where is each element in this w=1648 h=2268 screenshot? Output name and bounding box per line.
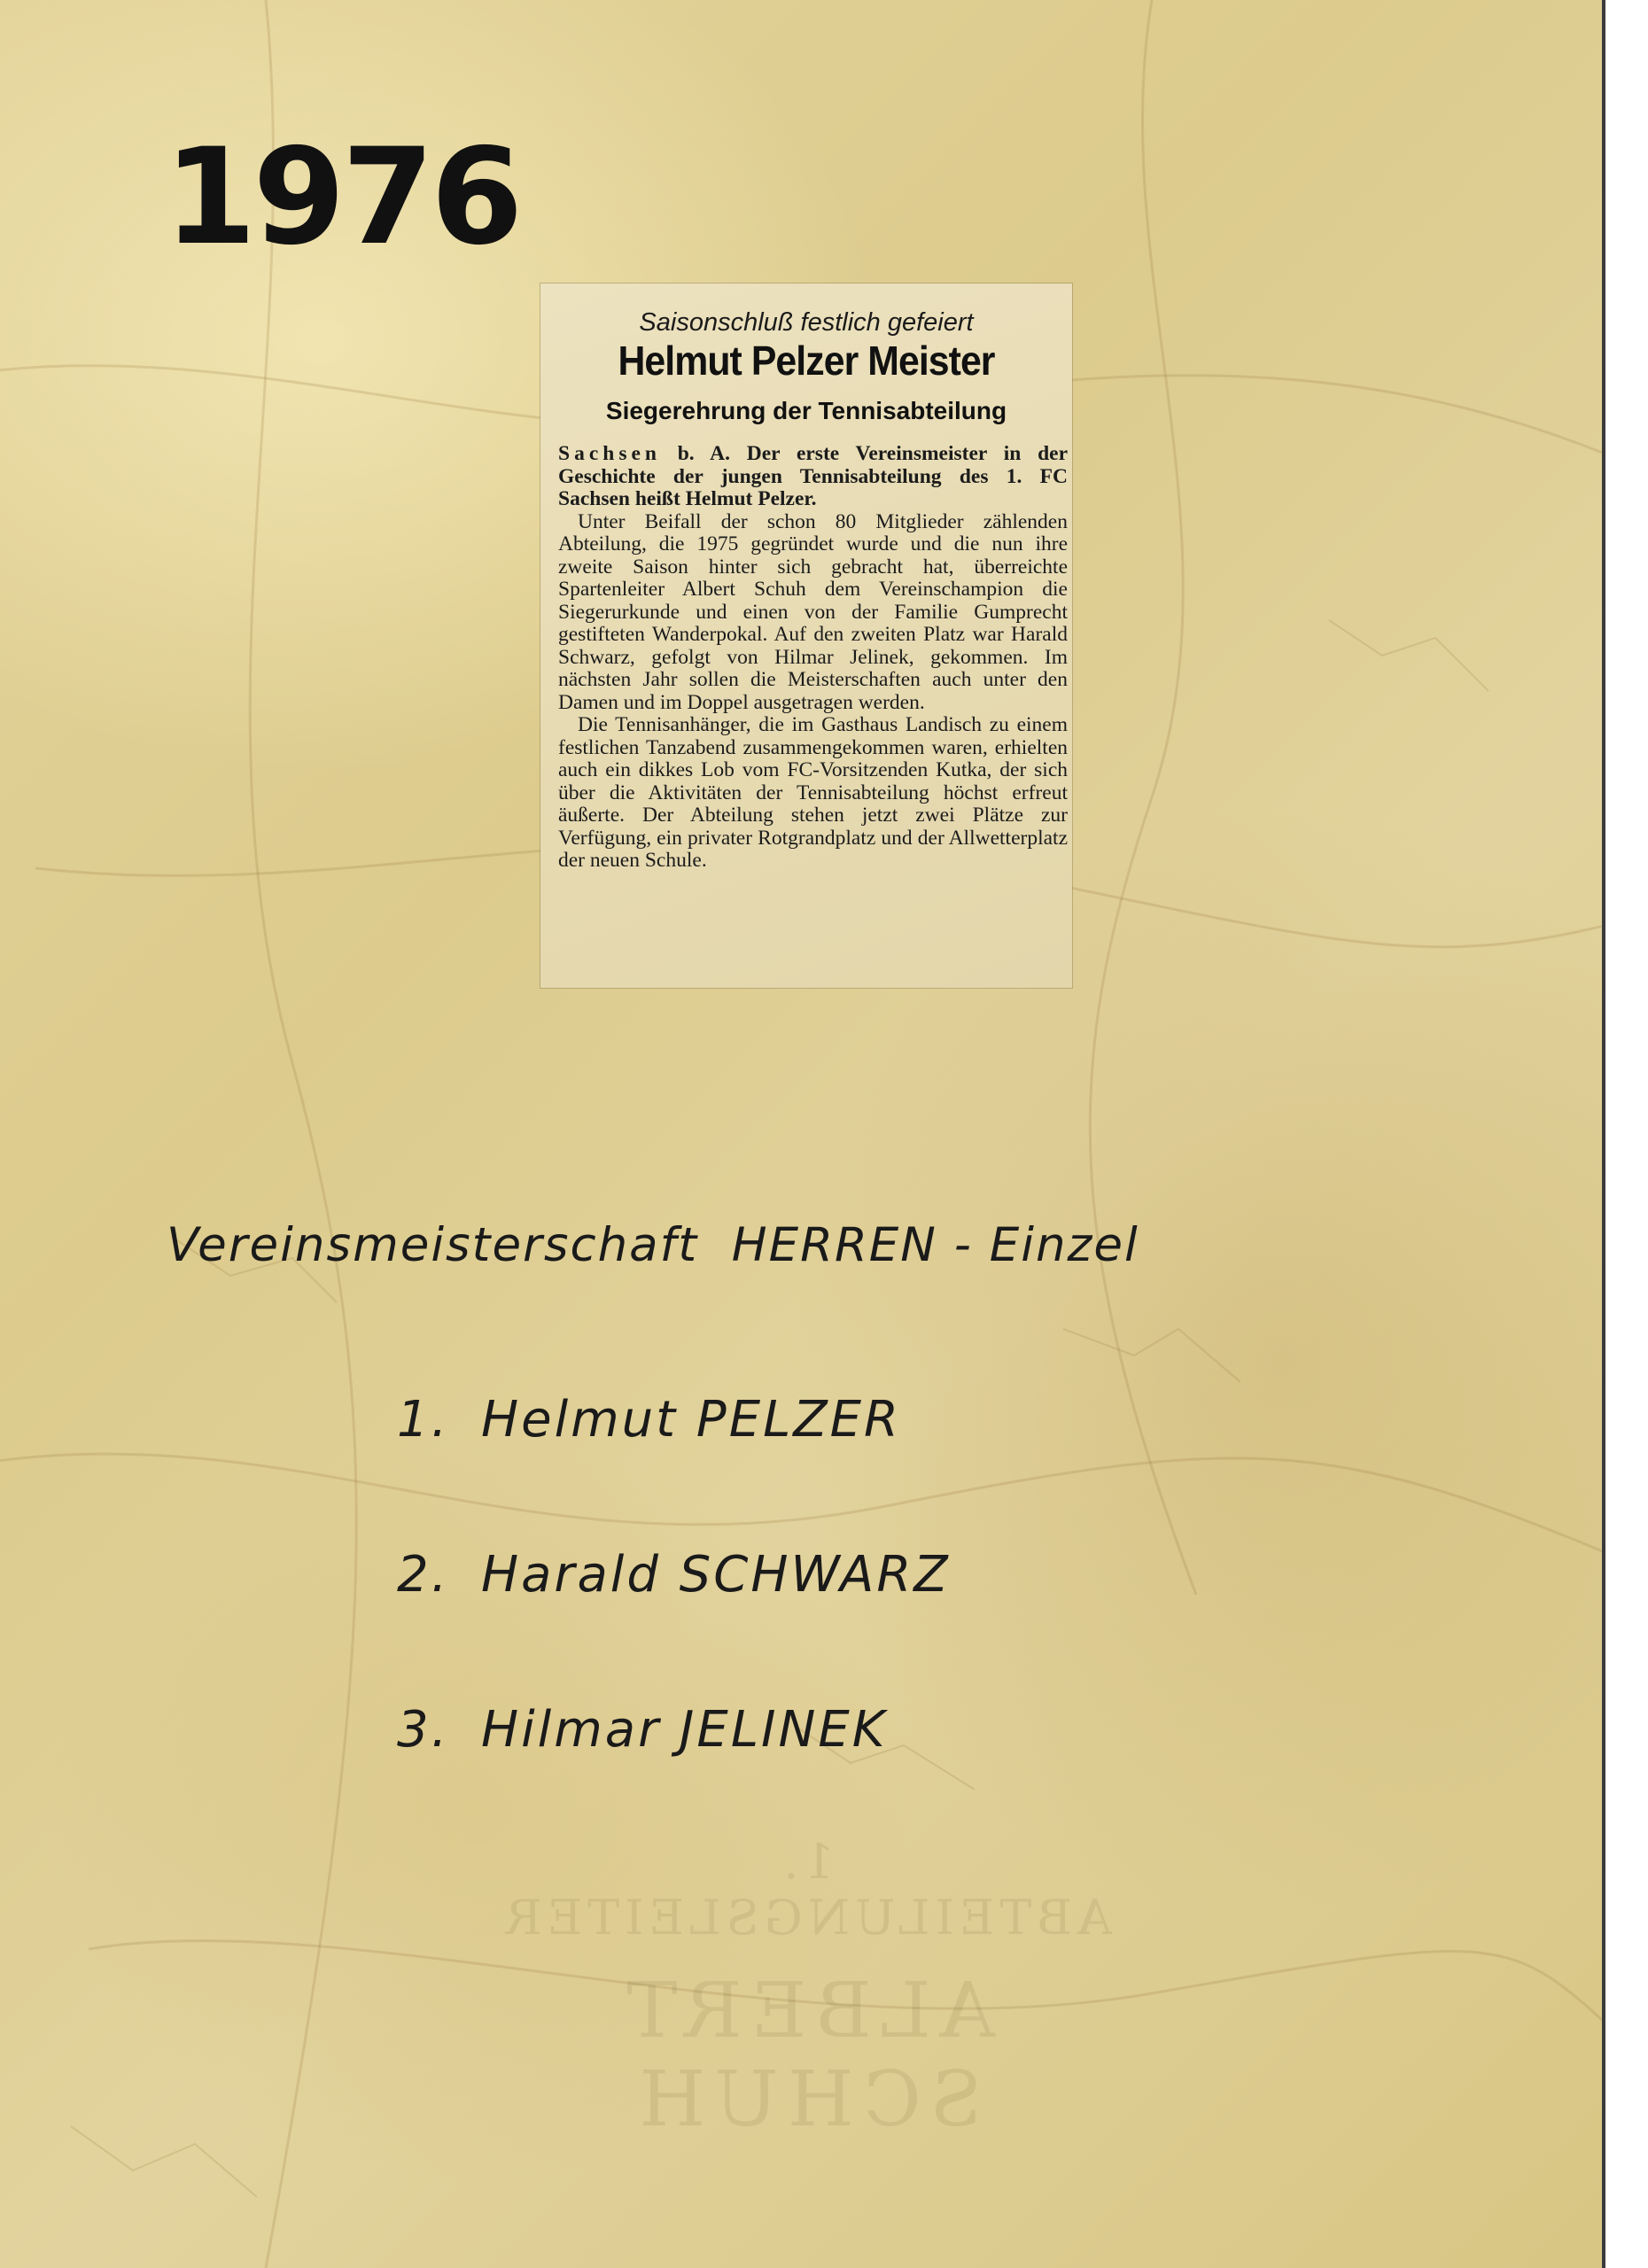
- show-through-text: ALBERT SCHUH: [618, 1967, 995, 2144]
- result-rank: 2.: [397, 1546, 450, 1604]
- result-item: [397, 1701, 951, 1860]
- result-rank: 3.: [397, 1701, 450, 1759]
- article-paragraph-1: Unter Beifall der schon 80 Mitglieder zählenden Abteilung, die 1975 gegründet wurde und die nun ihre zweite Saison hinter sich gebracht hat, überreichte Spartenleiter Albert Schuh dem Vereinschampion die Siegerurkunde und einen von der Familie Gumprecht gestifteten Wanderpokal. Auf den zweiten Platz war Harald Schwarz, gefolgt von Hilmar Jelinek, gekommen. Im nächsten Jahr sollen die Meisterschaften auch unter den Damen und im Doppel ausgetragen werden.: [558, 509, 1068, 714]
- clipping-subhead: Siegerehrung der Tennisabteilung: [605, 397, 1007, 424]
- year-heading: 1976: [164, 120, 520, 275]
- results-list: [397, 1391, 951, 1860]
- result-name: Helmut PELZER: [481, 1391, 901, 1449]
- clipping-headline: Helmut Pelzer Meister: [618, 338, 995, 384]
- result-name: Harald SCHWARZ: [481, 1546, 951, 1604]
- result-item: [397, 1391, 951, 1550]
- scan-edge-line: [1602, 0, 1605, 2268]
- article-paragraph-2: Die Tennisanhänger, die im Gasthaus Landisch zu einem festlichen Tanzabend zusammengekommen waren, erhielten auch ein dikkes Lob vom FC-Vorsitzenden Kutka, der sich über die Aktivitäten der Tennisabteilung höchst erfreut äußerte. Der Abteilung stehen jetzt zwei Plätze zur Verfügung, ein privater Rotgrandplatz und der Allwetterplatz der neuen Schule.: [558, 713, 1068, 872]
- article-lead: [558, 443, 1068, 511]
- result-name: Hilmar JELINEK: [481, 1701, 888, 1759]
- result-item: [397, 1546, 951, 1705]
- scan-margin: [1602, 0, 1648, 2268]
- clipping-kicker: Saisonschluß festlich gefeiert: [639, 308, 974, 337]
- newspaper-clipping: [540, 284, 1072, 988]
- section-title: Vereinsmeisterschaft HERREN - Einzel: [167, 1218, 1139, 1272]
- clipping-article: [558, 443, 1068, 873]
- article-dateline: Sachsen: [558, 442, 661, 465]
- show-through-text: 1. ABTEILUNGSLEITER: [501, 1834, 1112, 1946]
- article-lead-text: b. A. Der erste Vereinsmeister in der Geschichte der jungen Tennisabteilung des 1. FC Sachsen heißt Helmut Pelzer.: [558, 442, 1068, 510]
- result-rank: 1.: [397, 1391, 450, 1449]
